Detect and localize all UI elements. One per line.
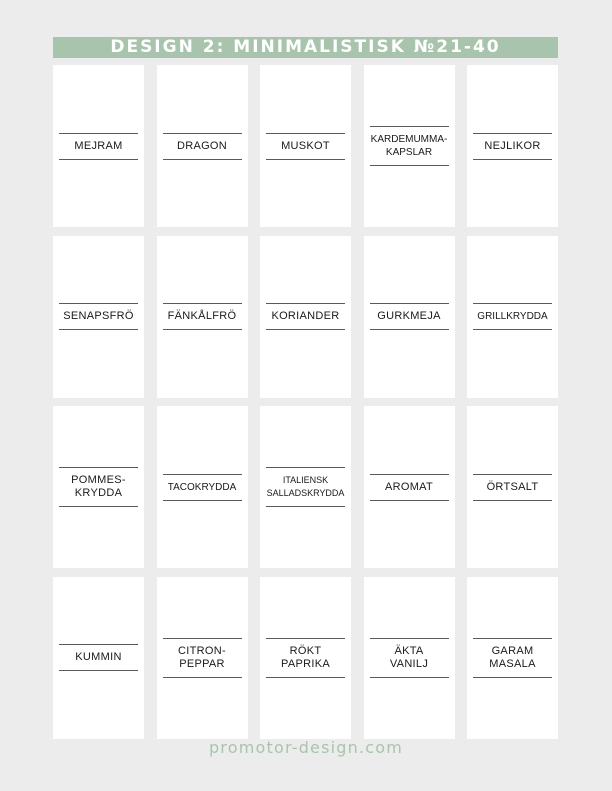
spice-label-card — [467, 577, 558, 739]
spice-label-text: SENAPSFRÖ — [59, 303, 138, 330]
spice-label-text: MEJRAM — [59, 133, 138, 160]
footer-website: promotor-design.com — [208, 738, 404, 757]
spice-label-card — [467, 65, 558, 227]
spice-label-card — [260, 65, 351, 227]
spice-label-text: MUSKOT — [266, 133, 345, 160]
spice-label-card — [467, 236, 558, 398]
spice-label-card — [260, 236, 351, 398]
spice-label-card — [157, 65, 248, 227]
spice-label-card — [53, 65, 144, 227]
spice-label-card — [364, 406, 455, 568]
spice-label-text: ÖRTSALT — [473, 474, 552, 501]
spice-label-text: GURKMEJA — [370, 303, 449, 330]
spice-label-text: POMMES- KRYDDA — [59, 467, 138, 507]
page-title: DESIGN 2: MINIMALISTISK №21-40 — [110, 37, 501, 57]
spice-label-card — [260, 406, 351, 568]
spice-label-card — [157, 577, 248, 739]
spice-label-text: ITALIENSK SALLADSKRYDDA — [266, 467, 345, 507]
spice-label-text: KUMMIN — [59, 644, 138, 671]
spice-label-text: GARAM MASALA — [473, 638, 552, 678]
spice-label-text: KARDEMUMMA- KAPSLAR — [370, 126, 449, 166]
spice-label-card — [364, 577, 455, 739]
spice-label-card — [53, 577, 144, 739]
label-grid — [53, 65, 558, 739]
spice-label-text: NEJLIKOR — [473, 133, 552, 160]
header-bar — [53, 37, 558, 58]
spice-label-text: CITRON- PEPPAR — [163, 638, 242, 678]
spice-label-card — [364, 236, 455, 398]
spice-label-text: ÄKTA VANILJ — [370, 638, 449, 678]
spice-label-card — [467, 406, 558, 568]
spice-label-text: KORIANDER — [266, 303, 345, 330]
spice-label-text: TACOKRYDDA — [163, 474, 242, 501]
spice-label-card — [53, 236, 144, 398]
spice-label-card — [53, 406, 144, 568]
spice-label-card — [260, 577, 351, 739]
spice-label-card — [157, 406, 248, 568]
spice-label-text: RÖKT PAPRIKA — [266, 638, 345, 678]
spice-label-text: GRILLKRYDDA — [473, 303, 552, 330]
spice-label-card — [157, 236, 248, 398]
spice-label-text: FÄNKÅLFRÖ — [163, 303, 242, 330]
spice-label-text: DRAGON — [163, 133, 242, 160]
spice-label-text: AROMAT — [370, 474, 449, 501]
spice-label-card — [364, 65, 455, 227]
